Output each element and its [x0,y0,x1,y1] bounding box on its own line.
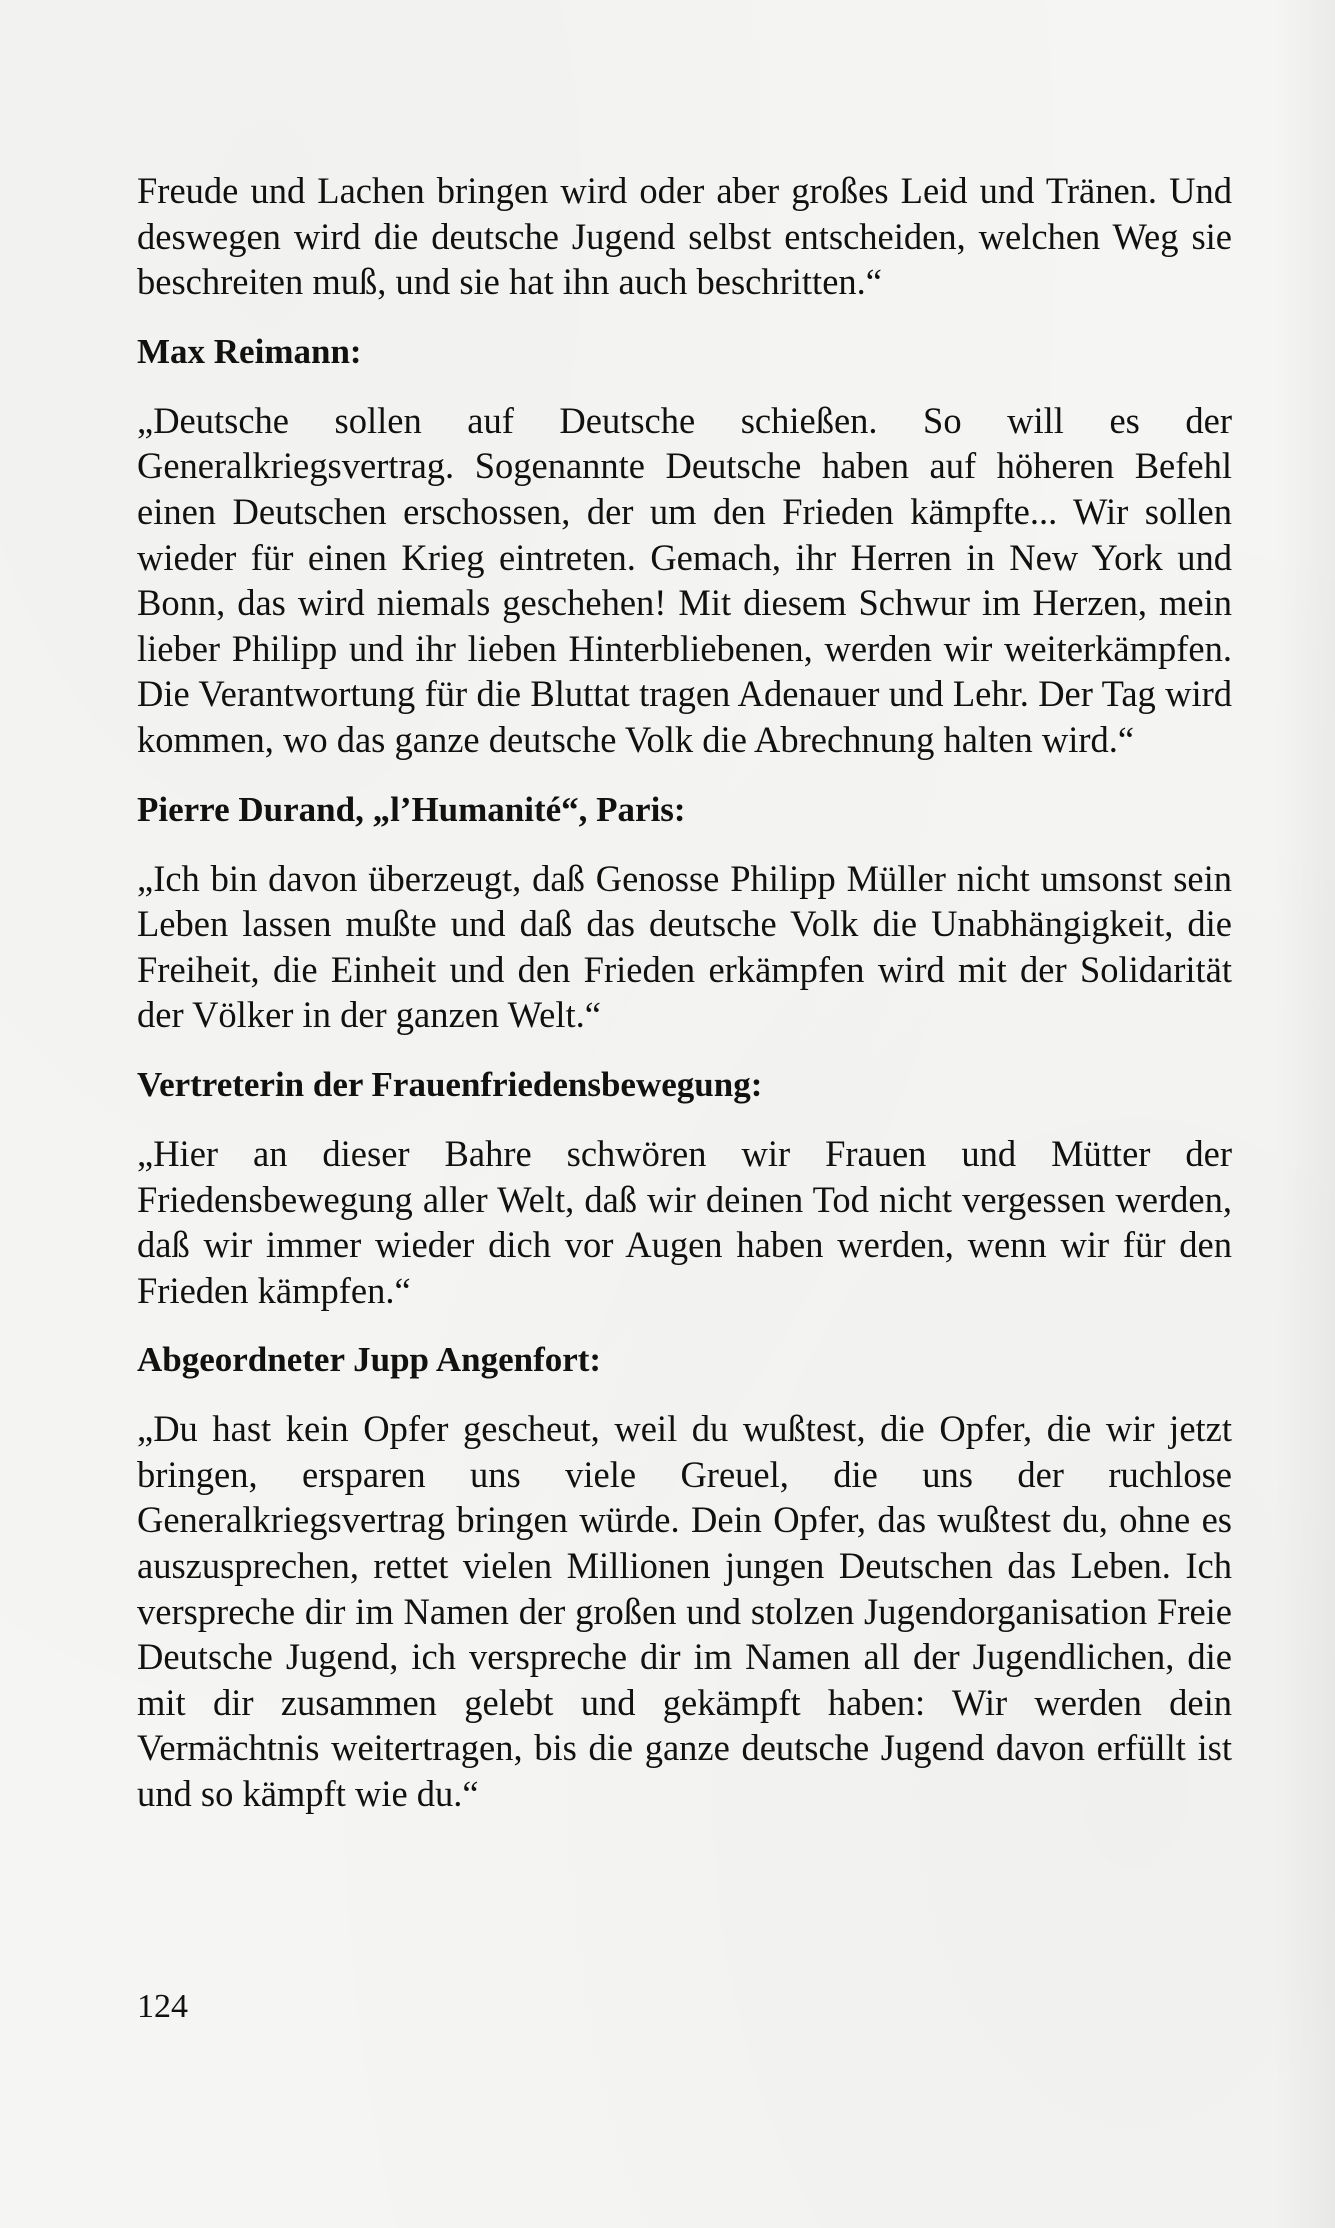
quote-angenfort: „Du hast kein Opfer gescheut, weil du wußtest, die Opfer, die wir jetzt bringen, ersparen uns viele Greuel, die uns der ruchlose Generalkriegsvertrag bringen würde. Dein Opfer, das wußtest du, ohne es auszusprechen, rettet vielen Millionen jungen Deutschen das Leben. Ich verspreche dir im Namen der großen und stolzen Jugendorganisation Freie Deutsche Jugend, ich verspreche dir im Namen all der Jugendlichen, die mit dir zusammen gelebt und gekämpft haben: Wir werden dein Vermächtnis weitertragen, bis die ganze deutsche Jugend davon erfüllt ist und so kämpft wie du.“ [137,1408,1232,1815]
speaker-heading-reimann: Max Reimann: [137,331,362,371]
page-body [137,168,1232,1817]
paragraph-continuation: Freude und Lachen bringen wird oder aber großes Leid und Tränen. Und deswegen wird die deutsche Jugend selbst entscheiden, welchen Weg sie beschreiten muß, und sie hat ihn auch beschritten.“ [137,170,1232,303]
page-number: 124 [137,1988,188,2025]
quote-frauenfriedensbewegung: „Hier an dieser Bahre schwören wir Frauen und Mütter der Friedensbewegung aller Welt, daß wir deinen Tod nicht vergessen werden, daß wir immer wieder dich vor Augen haben werden, wenn wir für den Frieden kämpfen.“ [137,1132,1232,1311]
quote-reimann: „Deutsche sollen auf Deutsche schießen. So will es der Generalkriegsvertrag. Sogenannte Deutsche haben auf höheren Befehl einen Deutschen erschossen, der um den Frieden kämpfte... Wir sollen wieder für einen Krieg eintreten. Gemach, ihr Herren in New York und Bonn, das wird niemals geschehen! Mit diesem Schwur im Herzen, mein lieber Philipp und ihr lieben Hinterbliebenen, werden wir weiterkämpfen. Die Verantwortung für die Bluttat tragen Adenauer und Lehr. Der Tag wird kommen, wo das ganze deutsche Volk die Abrechnung halten wird.“ [137,399,1232,760]
page-edge-shadow [1275,0,1335,2228]
speaker-heading-frauenfriedensbewegung: Vertreterin der Frauenfriedensbewegung: [137,1064,763,1104]
quote-durand: „Ich bin davon überzeugt, daß Genosse Philipp Müller nicht umsonst sein Leben lassen mußte und daß das deutsche Volk die Unabhängigkeit, die Freiheit, die Einheit und den Frieden erkämpfen wird mit der Solidarität der Völker in der ganzen Welt.“ [137,857,1232,1036]
speaker-heading-durand: Pierre Durand, „l’Humanité“, Paris: [137,789,686,829]
speaker-heading-angenfort: Abgeordneter Jupp Angenfort: [137,1340,602,1380]
